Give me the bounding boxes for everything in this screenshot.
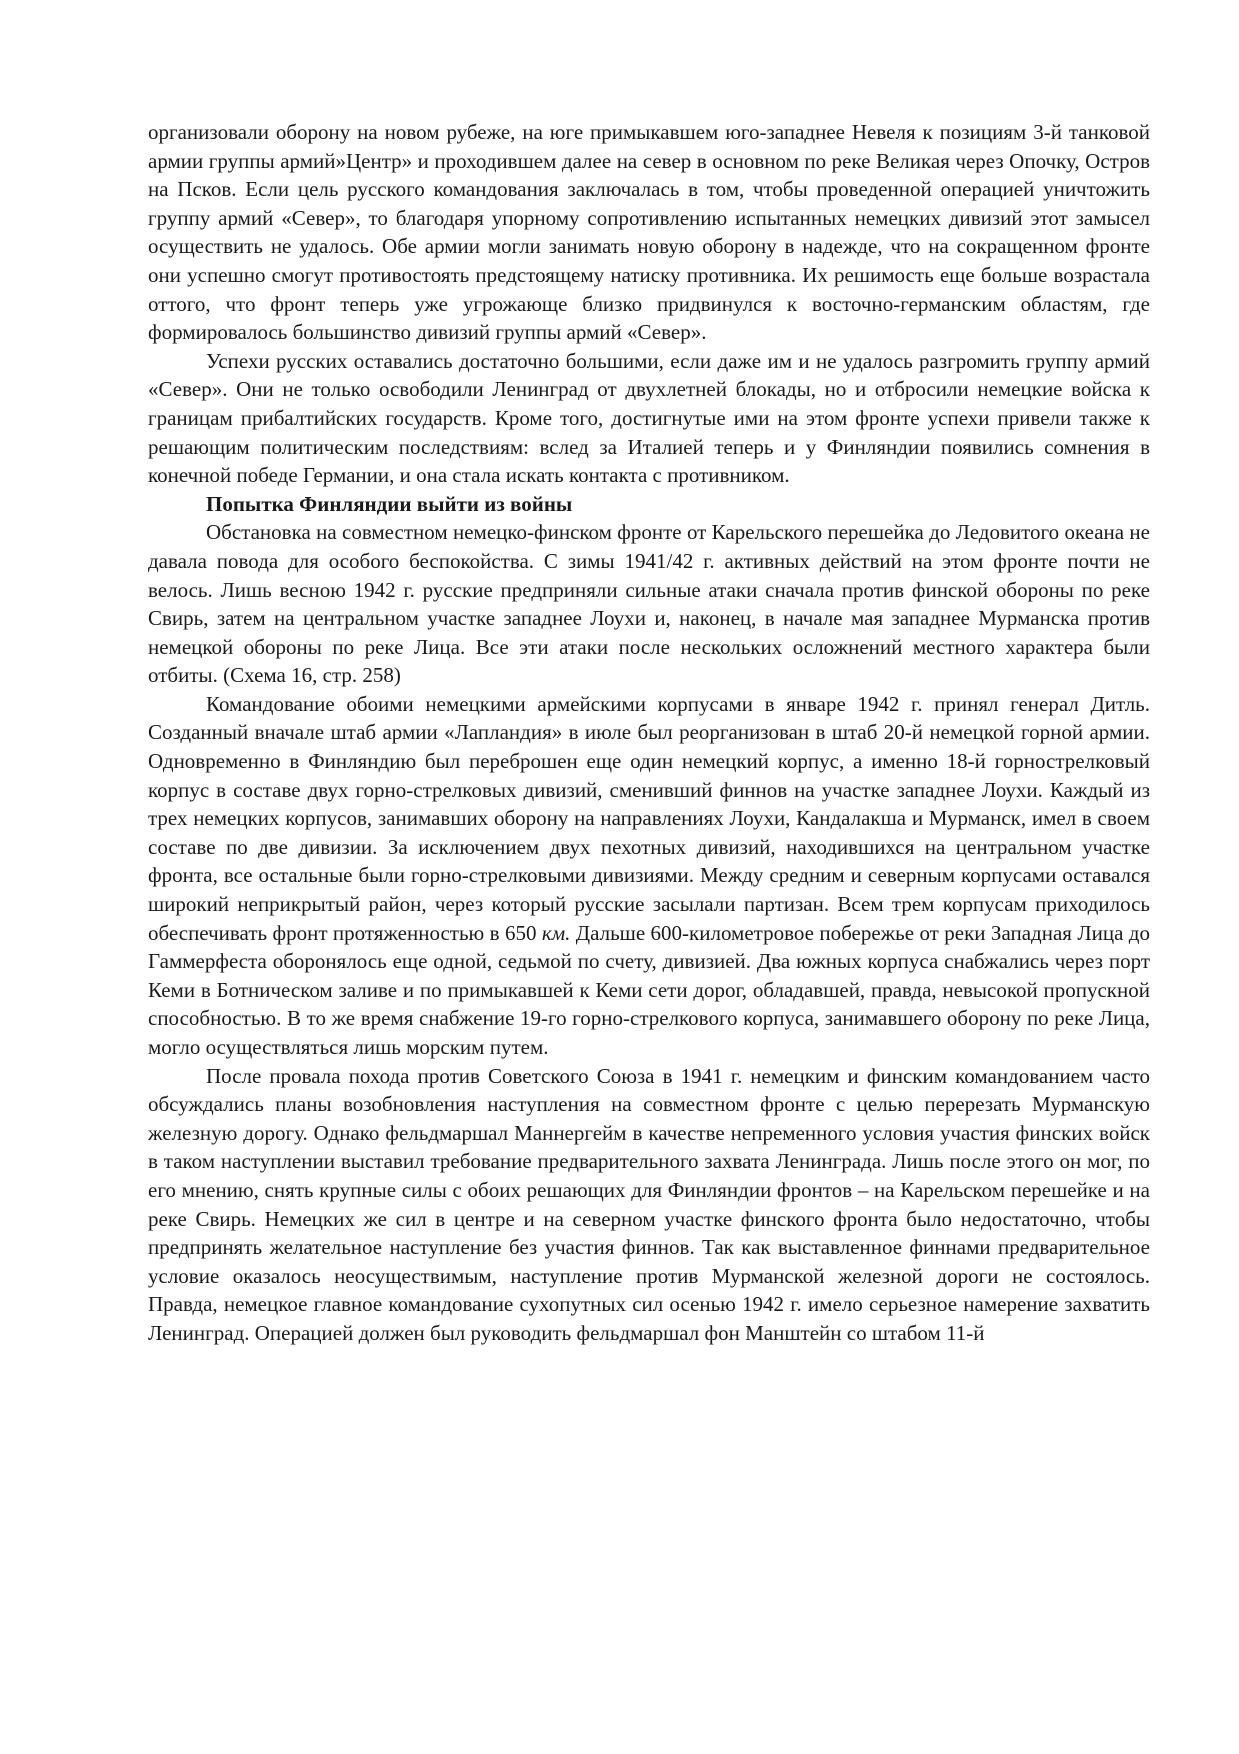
paragraph-1: организовали оборону на новом рубеже, на юге примыкавшем юго-западнее Невеля к позициям 3-й танковой армии группы армий»Центр» и проходившем далее на север в основном по реке Великая через Опочку, Остров на Псков. Если цель русского командования заключалась в том, чтобы проведенной операцией уничтожить группу армий «Север», то благодаря упорному сопротивлению испытанных немецких дивизий этот замысел осуществить не удалось. Обе армии могли занимать новую оборону в надежде, что на сокращенном фронте они успешно смогут противостоять предстоящему натиску противника. Их решимость еще больше возрастала оттого, что фронт теперь уже угрожающе близко придвинулся к восточно-германским областям, где формировалось большинство дивизий группы армий «Север». [148,120,1150,345]
paragraph-5: После провала похода против Советского Союза в 1941 г. немецким и финским командованием часто обсуждались планы возобновления наступления на совместном фронте с целью перерезать Мурманскую железную дорогу. Однако фельдмаршал Маннергейм в качестве непременного условия участия финских войск в таком наступлении выставил требование предварительного захвата Ленинграда. Лишь после этого он мог, по его мнению, снять крупные силы с обоих решающих для Финляндии фронтов – на Карельском перешейке и на реке Свирь. Немецких же сил в центре и на северном участке финского фронта было недостаточно, чтобы предпринять желательное наступление без участия финнов. Так как выставленное финнами предварительное условие оказалось неосуществимым, наступление против Мурманской железной дороги не состоялось. Правда, немецкое главное командование сухопутных сил осенью 1942 г. имело серьезное намерение захватить Ленинград. Операцией должен был руководить фельдмаршал фон Манштейн со штабом 11-й [148,1063,1150,1345]
paragraph-3: Обстановка на совместном немецко-финском фронте от Карельского перешейка до Ледовитого океана не давала повода для особого беспокойства. С зимы 1941/42 г. активных действий на этом фронте почти не велось. Лишь весною 1942 г. русские предприняли сильные атаки сначала против финской обороны по реке Свирь, затем на центральном участке западнее Лоухи и, наконец, в начале мая западнее Мурманска против немецкой обороны по реке Лица. Все эти атаки после нескольких осложнений местного характера были отбиты. (Схема 16, стр. 258) [148,520,1150,688]
section-heading: Попытка Финляндии выйти из войны [206,491,573,516]
unit-km: км. [541,920,571,945]
document-page [148,118,1150,1348]
paragraph-4-text-b: Дальше 600-километровое побережье от реки Западная Лица до Гаммерфеста оборонялось еще одной, седьмой по счету, дивизией. Два южных корпуса снабжались через порт Кеми в Ботническом заливе и по примыкавшей к Кеми сети дорог, обладавшей, правда, невысокой пропускной способностью. В то же время снабжение 19-го горно-стрелкового корпуса, занимавшего оборону по реке Лица, могло осуществляться лишь морским путем. [148,920,1150,1059]
paragraph-4-text-a: Командование обоими немецкими армейскими корпусами в январе 1942 г. принял генерал Дитль. Созданный вначале штаб армии «Лапландия» в июле был реорганизован в штаб 20-й немецкой горной армии. Одновременно в Финляндию был переброшен еще один немецкий корпус, а именно 18-й горнострелковый корпус в составе двух горно-стрелковых дивизий, сменивший финнов на участке западнее Лоухи. Каждый из трех немецких корпусов, занимавших оборону на направлениях Лоухи, Кандалакша и Мурманск, имел в своем составе по две дивизии. За исключением двух пехотных дивизий, находившихся на центральном участке фронта, все остальные были горно-стрелковыми дивизиями. Между средним и северным корпусами оставался широкий неприкрытый район, через который русские засылали партизан. Всем трем корпусам приходилось обеспечивать фронт протяженностью в 650 [148,691,1150,945]
paragraph-2: Успехи русских оставались достаточно большими, если даже им и не удалось разгромить группу армий «Север». Они не только освободили Ленинград от двухлетней блокады, но и отбросили немецкие войска к границам прибалтийских государств. Кроме того, достигнутые ими на этом фронте успехи привели также к решающим политическим последствиям: вслед за Италией теперь и у Финляндии появились сомнения в конечной победе Германии, и она стала искать контакта с противником. [148,348,1150,488]
paragraph-4 [148,690,1150,1062]
